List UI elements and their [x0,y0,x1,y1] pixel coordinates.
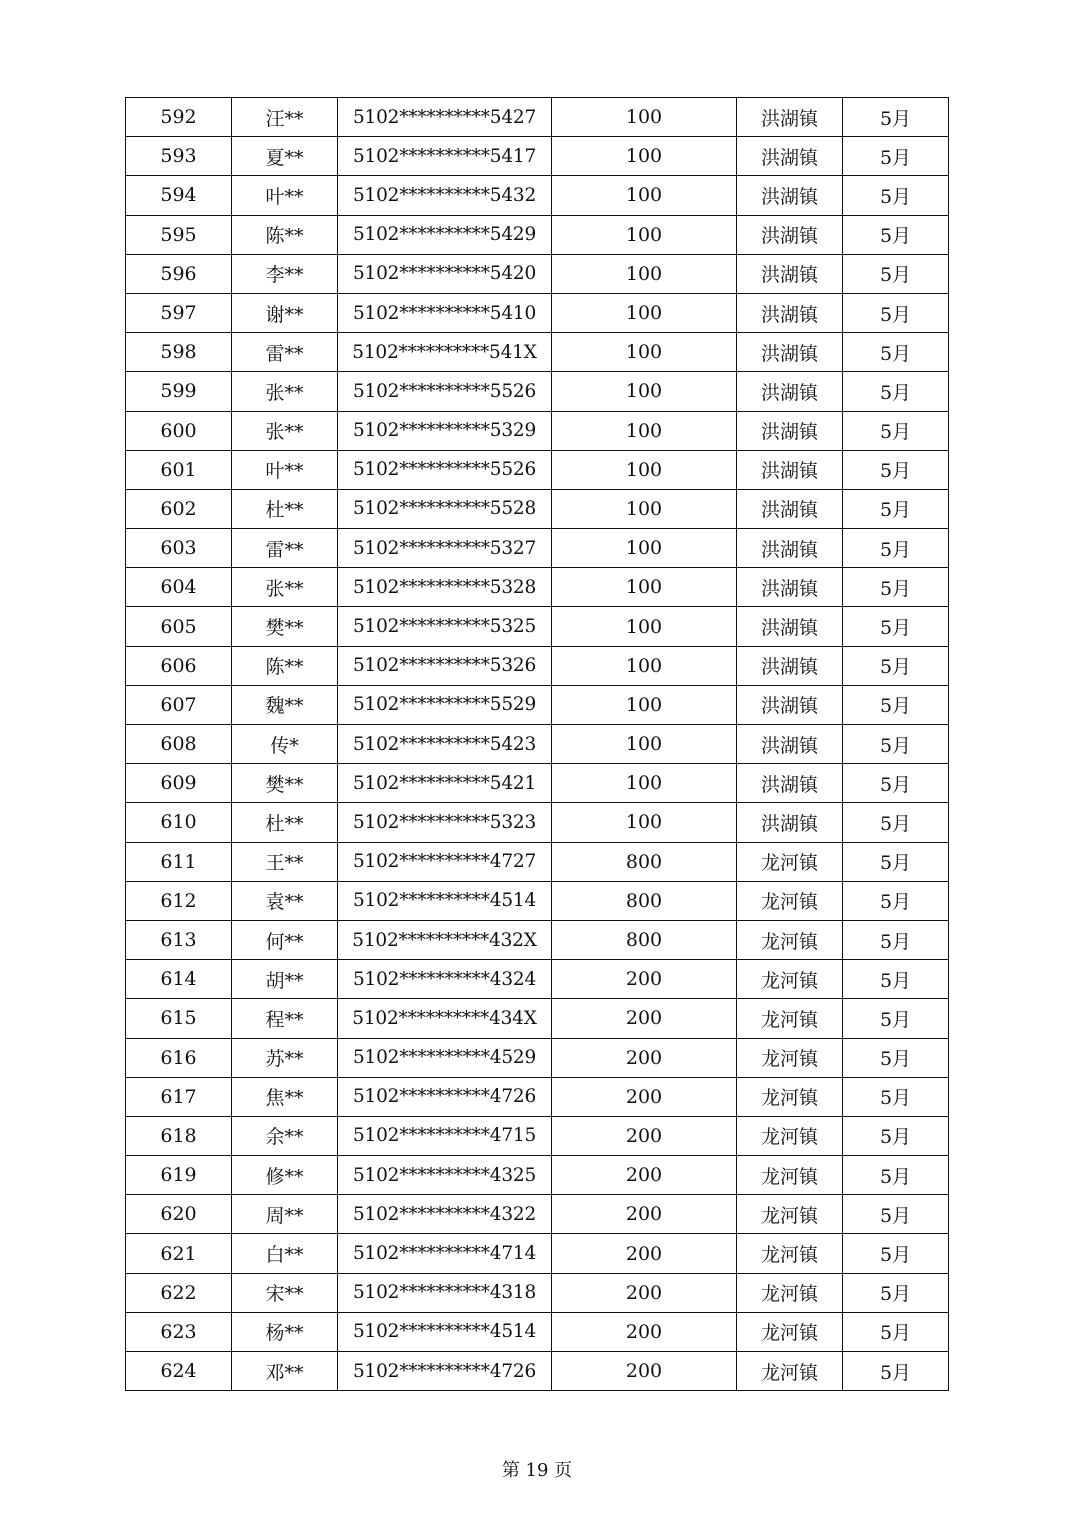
cell-amount: 100 [552,685,737,724]
cell-id-number: 5102**********5326 [338,646,552,685]
cell-amount: 100 [552,293,737,332]
cell-name: 杜** [232,803,338,842]
cell-name: 何** [232,920,338,959]
table-row [126,725,949,764]
cell-month: 5月 [843,881,949,920]
cell-amount: 100 [552,764,737,803]
cell-town: 洪湖镇 [737,685,843,724]
cell-name: 李** [232,254,338,293]
cell-id-number: 5102**********5423 [338,725,552,764]
cell-name: 传* [232,725,338,764]
cell-serial-number: 615 [126,999,232,1038]
cell-month: 5月 [843,1273,949,1312]
cell-month: 5月 [843,1312,949,1351]
cell-serial-number: 602 [126,489,232,528]
table-row [126,293,949,332]
cell-month: 5月 [843,98,949,137]
cell-month: 5月 [843,646,949,685]
cell-id-number: 5102**********4726 [338,1352,552,1391]
cell-serial-number: 604 [126,568,232,607]
cell-serial-number: 616 [126,1038,232,1077]
cell-amount: 100 [552,803,737,842]
cell-serial-number: 601 [126,450,232,489]
cell-amount: 100 [552,489,737,528]
cell-serial-number: 609 [126,764,232,803]
cell-town: 洪湖镇 [737,725,843,764]
cell-name: 杜** [232,489,338,528]
cell-name: 叶** [232,450,338,489]
cell-month: 5月 [843,725,949,764]
cell-name: 叶** [232,176,338,215]
table-row [126,803,949,842]
cell-town: 洪湖镇 [737,293,843,332]
cell-town: 洪湖镇 [737,372,843,411]
table-row [126,450,949,489]
cell-serial-number: 611 [126,842,232,881]
cell-serial-number: 621 [126,1234,232,1273]
cell-month: 5月 [843,1234,949,1273]
cell-id-number: 5102**********5420 [338,254,552,293]
cell-month: 5月 [843,529,949,568]
cell-month: 5月 [843,842,949,881]
cell-serial-number: 614 [126,960,232,999]
cell-serial-number: 605 [126,607,232,646]
cell-town: 洪湖镇 [737,254,843,293]
cell-amount: 200 [552,1116,737,1155]
cell-amount: 100 [552,725,737,764]
cell-name: 邓** [232,1352,338,1391]
cell-id-number: 5102**********4514 [338,881,552,920]
cell-name: 王** [232,842,338,881]
cell-month: 5月 [843,1156,949,1195]
table-row [126,98,949,137]
cell-town: 龙河镇 [737,1234,843,1273]
table-row [126,881,949,920]
cell-name: 陈** [232,646,338,685]
cell-serial-number: 607 [126,685,232,724]
cell-id-number: 5102**********5329 [338,411,552,450]
cell-amount: 100 [552,529,737,568]
cell-month: 5月 [843,176,949,215]
cell-id-number: 5102**********434X [338,999,552,1038]
cell-id-number: 5102**********5417 [338,137,552,176]
page-number: 第 19 页 [501,1460,573,1481]
table-row [126,646,949,685]
cell-month: 5月 [843,489,949,528]
cell-town: 洪湖镇 [737,764,843,803]
cell-amount: 200 [552,1312,737,1351]
cell-amount: 200 [552,1195,737,1234]
cell-id-number: 5102**********4714 [338,1234,552,1273]
table-row [126,333,949,372]
cell-name: 苏** [232,1038,338,1077]
cell-name: 余** [232,1116,338,1155]
cell-serial-number: 598 [126,333,232,372]
cell-id-number: 5102**********4529 [338,1038,552,1077]
table-row [126,529,949,568]
cell-town: 洪湖镇 [737,137,843,176]
cell-id-number: 5102**********5410 [338,293,552,332]
table-row [126,1352,949,1391]
table-row [126,920,949,959]
cell-month: 5月 [843,1195,949,1234]
cell-id-number: 5102**********4325 [338,1156,552,1195]
cell-id-number: 5102**********4514 [338,1312,552,1351]
cell-town: 洪湖镇 [737,529,843,568]
cell-name: 雷** [232,529,338,568]
cell-month: 5月 [843,607,949,646]
cell-town: 洪湖镇 [737,176,843,215]
cell-town: 洪湖镇 [737,607,843,646]
cell-amount: 100 [552,254,737,293]
cell-amount: 100 [552,568,737,607]
cell-town: 龙河镇 [737,1077,843,1116]
cell-serial-number: 623 [126,1312,232,1351]
cell-town: 洪湖镇 [737,450,843,489]
cell-id-number: 5102**********5427 [338,98,552,137]
cell-id-number: 5102**********5526 [338,372,552,411]
cell-id-number: 5102**********5526 [338,450,552,489]
cell-town: 龙河镇 [737,842,843,881]
cell-town: 龙河镇 [737,1195,843,1234]
table-row [126,842,949,881]
cell-town: 龙河镇 [737,1273,843,1312]
cell-amount: 100 [552,176,737,215]
table-row [126,411,949,450]
cell-name: 夏** [232,137,338,176]
cell-serial-number: 594 [126,176,232,215]
cell-id-number: 5102**********4318 [338,1273,552,1312]
cell-name: 袁** [232,881,338,920]
cell-id-number: 5102**********5323 [338,803,552,842]
table-row [126,215,949,254]
cell-amount: 100 [552,333,737,372]
cell-name: 陈** [232,215,338,254]
table-row [126,1195,949,1234]
cell-id-number: 5102**********5327 [338,529,552,568]
cell-amount: 800 [552,881,737,920]
cell-name: 张** [232,568,338,607]
cell-month: 5月 [843,137,949,176]
cell-serial-number: 600 [126,411,232,450]
cell-month: 5月 [843,293,949,332]
cell-month: 5月 [843,764,949,803]
cell-town: 龙河镇 [737,1352,843,1391]
cell-month: 5月 [843,1038,949,1077]
cell-name: 周** [232,1195,338,1234]
cell-amount: 100 [552,98,737,137]
cell-month: 5月 [843,450,949,489]
cell-town: 洪湖镇 [737,489,843,528]
cell-serial-number: 610 [126,803,232,842]
cell-town: 龙河镇 [737,920,843,959]
cell-serial-number: 624 [126,1352,232,1391]
cell-town: 洪湖镇 [737,411,843,450]
cell-serial-number: 592 [126,98,232,137]
cell-serial-number: 593 [126,137,232,176]
cell-id-number: 5102**********5529 [338,685,552,724]
cell-amount: 200 [552,1352,737,1391]
cell-serial-number: 613 [126,920,232,959]
cell-month: 5月 [843,685,949,724]
cell-month: 5月 [843,803,949,842]
cell-serial-number: 603 [126,529,232,568]
cell-amount: 200 [552,1038,737,1077]
cell-name: 魏** [232,685,338,724]
table-row [126,764,949,803]
cell-serial-number: 617 [126,1077,232,1116]
cell-amount: 100 [552,215,737,254]
cell-serial-number: 619 [126,1156,232,1195]
table-row [126,1077,949,1116]
table-row [126,1038,949,1077]
cell-serial-number: 620 [126,1195,232,1234]
cell-month: 5月 [843,920,949,959]
cell-name: 焦** [232,1077,338,1116]
table-row [126,999,949,1038]
table-row [126,685,949,724]
cell-month: 5月 [843,215,949,254]
cell-month: 5月 [843,254,949,293]
table-body [126,98,949,1391]
cell-amount: 100 [552,372,737,411]
cell-serial-number: 618 [126,1116,232,1155]
cell-month: 5月 [843,1352,949,1391]
cell-amount: 100 [552,607,737,646]
cell-id-number: 5102**********541X [338,333,552,372]
cell-amount: 200 [552,1156,737,1195]
cell-name: 谢** [232,293,338,332]
cell-id-number: 5102**********4715 [338,1116,552,1155]
table-row [126,176,949,215]
cell-town: 龙河镇 [737,999,843,1038]
cell-serial-number: 599 [126,372,232,411]
table-row [126,372,949,411]
table-row [126,1116,949,1155]
cell-amount: 200 [552,1273,737,1312]
cell-town: 龙河镇 [737,1116,843,1155]
table-row [126,568,949,607]
cell-name: 杨** [232,1312,338,1351]
cell-town: 洪湖镇 [737,803,843,842]
cell-amount: 200 [552,960,737,999]
cell-id-number: 5102**********4726 [338,1077,552,1116]
table-row [126,489,949,528]
cell-name: 胡** [232,960,338,999]
cell-amount: 200 [552,1234,737,1273]
cell-serial-number: 606 [126,646,232,685]
cell-name: 白** [232,1234,338,1273]
cell-amount: 800 [552,842,737,881]
cell-amount: 100 [552,450,737,489]
table-row [126,254,949,293]
cell-id-number: 5102**********5432 [338,176,552,215]
cell-town: 洪湖镇 [737,568,843,607]
cell-name: 张** [232,372,338,411]
cell-name: 宋** [232,1273,338,1312]
cell-id-number: 5102**********5429 [338,215,552,254]
cell-serial-number: 612 [126,881,232,920]
cell-amount: 200 [552,999,737,1038]
cell-town: 洪湖镇 [737,98,843,137]
cell-serial-number: 622 [126,1273,232,1312]
cell-id-number: 5102**********5325 [338,607,552,646]
cell-name: 雷** [232,333,338,372]
cell-name: 汪** [232,98,338,137]
cell-serial-number: 595 [126,215,232,254]
cell-amount: 100 [552,137,737,176]
cell-town: 龙河镇 [737,960,843,999]
cell-amount: 100 [552,411,737,450]
subsidy-table [125,97,949,1391]
cell-amount: 200 [552,1077,737,1116]
cell-name: 程** [232,999,338,1038]
cell-month: 5月 [843,411,949,450]
cell-town: 龙河镇 [737,1038,843,1077]
cell-month: 5月 [843,568,949,607]
cell-town: 龙河镇 [737,1312,843,1351]
cell-id-number: 5102**********4727 [338,842,552,881]
cell-id-number: 5102**********4324 [338,960,552,999]
cell-town: 洪湖镇 [737,215,843,254]
cell-name: 樊** [232,764,338,803]
table-row [126,1312,949,1351]
cell-id-number: 5102**********4322 [338,1195,552,1234]
cell-month: 5月 [843,1116,949,1155]
cell-serial-number: 597 [126,293,232,332]
cell-name: 修** [232,1156,338,1195]
table-row [126,1156,949,1195]
cell-town: 龙河镇 [737,1156,843,1195]
cell-month: 5月 [843,960,949,999]
cell-month: 5月 [843,333,949,372]
cell-amount: 800 [552,920,737,959]
table-row [126,1273,949,1312]
cell-id-number: 5102**********432X [338,920,552,959]
cell-town: 洪湖镇 [737,646,843,685]
table-row [126,1234,949,1273]
cell-town: 洪湖镇 [737,333,843,372]
cell-serial-number: 596 [126,254,232,293]
cell-month: 5月 [843,1077,949,1116]
table-row [126,137,949,176]
cell-id-number: 5102**********5421 [338,764,552,803]
cell-name: 张** [232,411,338,450]
cell-id-number: 5102**********5528 [338,489,552,528]
cell-town: 龙河镇 [737,881,843,920]
cell-serial-number: 608 [126,725,232,764]
cell-amount: 100 [552,646,737,685]
cell-month: 5月 [843,372,949,411]
cell-id-number: 5102**********5328 [338,568,552,607]
table-row [126,960,949,999]
cell-name: 樊** [232,607,338,646]
cell-month: 5月 [843,999,949,1038]
table-row [126,607,949,646]
